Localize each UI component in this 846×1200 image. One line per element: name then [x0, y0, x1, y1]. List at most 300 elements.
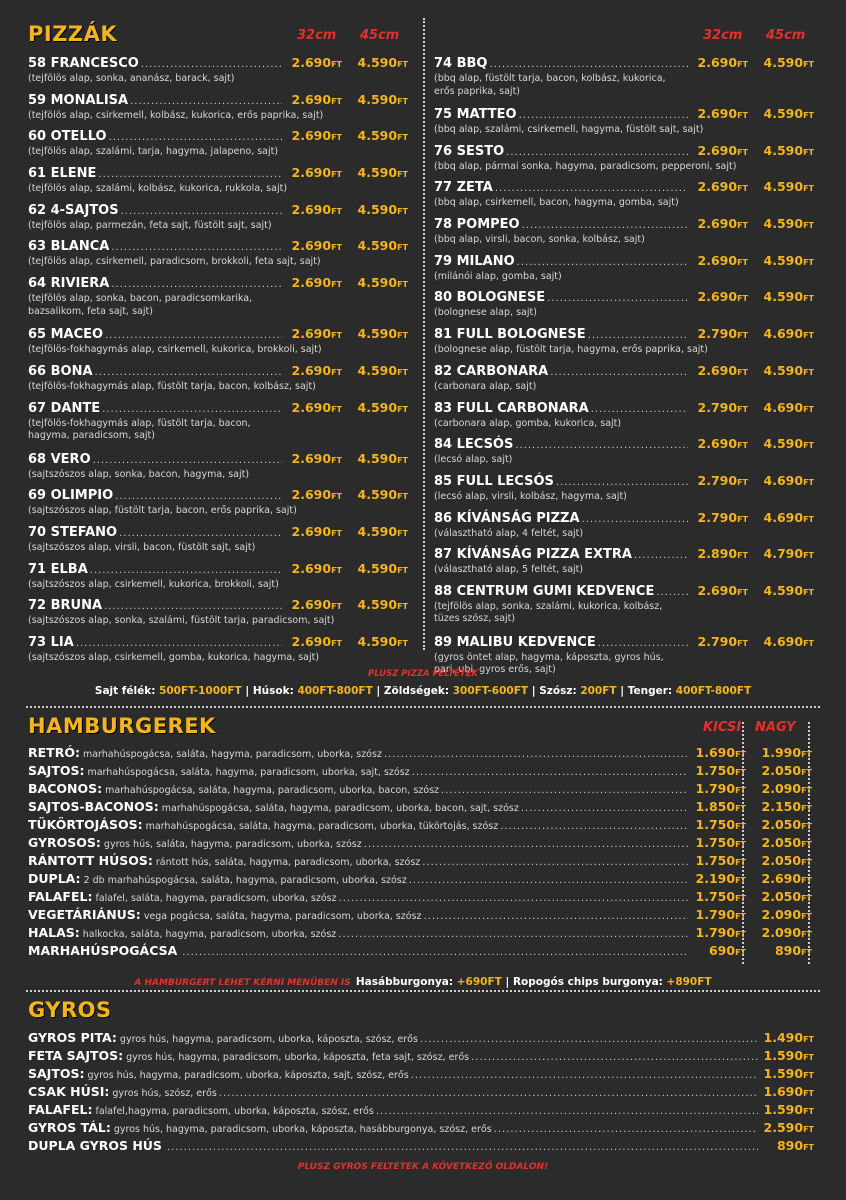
burger-price-large: 1.990FT	[761, 745, 812, 760]
pizza-desc: (tejfölös alap, parmezán, feta sajt, füstölt sajt, sajt)	[28, 219, 272, 231]
burger-name: FALAFEL:	[28, 889, 93, 904]
burger-name: SAJTOS-BACONOS:	[28, 799, 159, 814]
extra-label: Húsok:	[252, 685, 294, 697]
pizza-price-large: 4.590FT	[763, 142, 814, 158]
pizza-price-large: 4.790FT	[763, 546, 814, 562]
pizza-item	[28, 326, 408, 363]
leader-dots	[471, 1052, 758, 1063]
pizza-item	[434, 106, 814, 143]
pizza-price-large: 4.590FT	[357, 450, 408, 466]
pizza-price-small: 2.790FT	[697, 633, 748, 649]
leader-dots	[441, 785, 688, 796]
pizza-name: 83 FULL CARBONARA	[434, 400, 589, 416]
burger-item	[28, 853, 812, 871]
pizza-item	[28, 55, 408, 92]
leader-dots	[506, 147, 688, 158]
burger-price-small: 1.850FT	[695, 799, 746, 814]
leader-dots	[121, 206, 282, 217]
pizza-item	[28, 92, 408, 129]
leader-dots	[93, 455, 282, 466]
pizza-item	[434, 179, 814, 216]
pizza-desc: (milánói alap, gomba, sajt)	[434, 270, 562, 282]
extra-price: 400FT-800FT	[297, 685, 373, 697]
gyros-desc: gyros hús, hagyma, paradicsom, uborka, káposzta, sajt, szósz, erős	[87, 1070, 409, 1081]
pizza-desc: (sajtszószos alap, füstölt tarja, bacon, erős paprika, sajt)	[28, 505, 297, 517]
pizza-desc: (lecsó alap, virsli, kolbász, hagyma, sajt)	[434, 490, 627, 502]
leader-dots	[376, 1106, 758, 1117]
pizza-name: 89 MALIBU KEDVENCE	[434, 634, 596, 650]
pizza-desc: (bbq alap, pármai sonka, hagyma, paradicsom, pepperoni, sajt)	[434, 160, 737, 172]
burger-item	[28, 799, 812, 817]
leader-dots	[109, 132, 282, 143]
separator: |	[616, 685, 628, 697]
pizza-item	[28, 524, 408, 561]
burger-desc: falafel, saláta, hagyma, paradicsom, uborka, szósz	[95, 893, 337, 904]
burger-price-small: 1.750FT	[695, 763, 746, 778]
gyros-name: DUPLA GYROS HÚS	[28, 1138, 162, 1153]
burger-price-small: 1.790FT	[695, 907, 746, 922]
section-divider-1	[26, 706, 820, 708]
pizza-price-small: 2.690FT	[697, 216, 748, 232]
pizza-price-large: 4.690FT	[763, 509, 814, 525]
pizza-desc: (tejfölös alap, szalámi, tarja, hagyma, jalapeno, sajt)	[28, 146, 279, 158]
burger-item	[28, 763, 812, 781]
leader-dots	[90, 565, 282, 576]
pizza-name: 84 LECSÓS	[434, 437, 514, 453]
pizza-name: 75 MATTEO	[434, 107, 517, 122]
burger-price-small: 1.790FT	[695, 781, 746, 796]
pizza-price-small: 2.690FT	[291, 523, 342, 539]
pizza-desc: (választható alap, 5 feltét, sajt)	[434, 564, 584, 576]
side-label: Hasábburgonya:	[355, 976, 454, 988]
burger-name: MARHAHÚSPOGÁCSA	[28, 943, 178, 958]
pizza-price-large: 4.690FT	[763, 326, 814, 342]
pizza-size-large-left: 45cm	[360, 28, 400, 43]
burger-item	[28, 943, 812, 961]
burger-price-small: 1.790FT	[695, 925, 746, 940]
pizza-item	[28, 487, 408, 524]
pizza-price-large: 4.690FT	[763, 472, 814, 488]
burger-name: TÜKÖRTOJÁSOS:	[28, 817, 143, 832]
burger-item	[28, 889, 812, 907]
pizza-price-small: 2.890FT	[697, 546, 748, 562]
pizza-desc: (bbq alap, füstölt tarja, bacon, kolbász, kukorica, erős paprika, sajt)	[434, 73, 666, 97]
pizza-desc: (tejfölös-fokhagymás alap, füstölt tarja, bacon, kolbász, sajt)	[28, 380, 316, 392]
burger-list	[28, 745, 812, 961]
gyros-name: GYROS TÁL:	[28, 1120, 111, 1135]
pizza-price-large: 4.590FT	[357, 201, 408, 217]
gyros-item	[28, 1066, 814, 1084]
pizza-desc: (carbonara alap, gomba, kukorica, sajt)	[434, 417, 622, 429]
burger-price-small: 2.190FT	[695, 871, 746, 886]
burger-price-small: 690FT	[708, 943, 746, 958]
extra-price: 200FT	[580, 685, 617, 697]
leader-dots	[422, 857, 688, 868]
burger-price-small: 1.750FT	[695, 889, 746, 904]
pizza-desc: (tejfölös alap, sonka, bacon, paradicsomkarika, bazsalikom, feta sajt, sajt)	[28, 293, 253, 317]
leader-dots	[339, 893, 688, 904]
pizza-price-large: 4.590FT	[357, 238, 408, 254]
leader-dots	[556, 477, 688, 488]
pizza-item	[434, 216, 814, 253]
burger-price-small: 1.750FT	[695, 835, 746, 850]
burger-desc: marhahúspogácsa, saláta, hagyma, paradicsom, uborka, tükörtojás, szósz	[145, 821, 499, 832]
pizza-name: 62 4-SAJTOS	[28, 202, 119, 218]
burger-price-large: 2.090FT	[761, 925, 812, 940]
pizza-desc: (tejfölös alap, sonka, ananász, barack, sajt)	[28, 73, 235, 84]
gyros-price: 1.590FT	[763, 1066, 814, 1081]
pizza-item	[28, 128, 408, 165]
leader-dots	[409, 875, 688, 886]
leader-dots	[550, 367, 688, 378]
gyros-desc: gyros hús, szósz, erős	[112, 1088, 217, 1099]
pizza-price-large: 4.590FT	[357, 326, 408, 342]
burger-price-large: 2.050FT	[761, 817, 812, 832]
gyros-desc: gyros hús, hagyma, paradicsom, uborka, káposzta, hasábburgonya, szósz, erős	[113, 1124, 492, 1135]
pizza-name: 82 CARBONARA	[434, 363, 549, 379]
leader-dots	[591, 404, 688, 415]
pizza-desc: (sajtszószos alap, sonka, bacon, hagyma, sajt)	[28, 468, 250, 480]
side-label: Ropogós chips burgonya:	[512, 976, 663, 988]
pizza-price-small: 2.690FT	[291, 238, 342, 254]
pizza-price-small: 2.690FT	[697, 106, 748, 121]
side-price: +890FT	[666, 976, 712, 988]
pizza-desc: (lecsó alap, sajt)	[434, 454, 513, 466]
leader-dots	[547, 293, 688, 304]
burger-price-large: 2.090FT	[761, 781, 812, 796]
burger-item	[28, 835, 812, 853]
burger-item	[28, 745, 812, 763]
burger-size-small: KICSI	[703, 720, 742, 735]
leader-dots	[598, 638, 688, 649]
gyros-list	[28, 1030, 814, 1156]
leader-dots	[519, 110, 688, 121]
pizza-name: 73 LIA	[28, 634, 74, 650]
pizza-price-large: 4.590FT	[357, 275, 408, 291]
pizza-desc: (bolognese alap, sajt)	[434, 307, 537, 319]
pizza-item	[434, 583, 814, 634]
pizza-desc: (carbonara alap, sajt)	[434, 380, 537, 392]
pizza-price-large: 4.590FT	[357, 487, 408, 503]
burger-price-small: 1.690FT	[695, 745, 746, 760]
pizza-name: 66 BONA	[28, 363, 93, 379]
leader-dots	[364, 839, 688, 850]
pizza-list-left	[28, 55, 408, 671]
extra-label: Szósz:	[539, 685, 577, 697]
pizza-price-large: 4.590FT	[763, 179, 814, 195]
pizza-price-large: 4.690FT	[763, 399, 814, 415]
burger-desc: halkocka, saláta, hagyma, paradicsom, uborka, szósz	[82, 929, 337, 940]
burger-title: HAMBURGEREK	[28, 714, 216, 738]
pizza-name: 69 OLIMPIO	[28, 488, 114, 504]
pizza-desc: (tejfölös alap, csirkemell, paradicsom, brokkoli, feta sajt, sajt)	[28, 256, 321, 268]
pizza-price-large: 4.590FT	[357, 128, 408, 144]
leader-dots	[141, 59, 282, 70]
pizza-name: 81 FULL BOLOGNESE	[434, 327, 586, 343]
gyros-name: SAJTOS:	[28, 1066, 85, 1081]
gyros-item	[28, 1102, 814, 1120]
burger-name: HALAS:	[28, 925, 80, 940]
leader-dots	[494, 1124, 758, 1135]
leader-dots	[634, 550, 688, 561]
pizza-price-small: 2.790FT	[697, 509, 748, 525]
pizza-desc: (bbq alap, szalámi, csirkemell, hagyma, füstölt sajt, sajt)	[434, 124, 704, 135]
burger-desc: vega pogácsa, saláta, hagyma, paradicsom, uborka, szósz	[143, 911, 422, 922]
extra-label: Zöldségek:	[383, 685, 450, 697]
pizza-price-small: 2.690FT	[291, 91, 342, 107]
pizza-name: 85 FULL LECSÓS	[434, 473, 554, 489]
leader-dots	[522, 220, 688, 231]
gyros-price: 2.590FT	[763, 1120, 814, 1135]
gyros-name: FALAFEL:	[28, 1102, 93, 1117]
pizza-desc: (sajtszószos alap, sonka, szalámi, füstölt tarja, paradicsom, sajt)	[28, 615, 335, 627]
burger-price-small: 1.750FT	[695, 817, 746, 832]
pizza-item	[434, 289, 814, 326]
pizza-item	[28, 400, 408, 451]
pizza-name: 68 VERO	[28, 451, 91, 467]
pizza-price-small: 2.690FT	[697, 179, 748, 195]
leader-dots	[95, 367, 282, 378]
pizza-price-small: 2.690FT	[697, 362, 748, 378]
pizza-price-small: 2.690FT	[697, 289, 748, 305]
pizza-desc: (tejfölös alap, sonka, szalámi, kukorica, kolbász, tüzes szósz, sajt)	[434, 600, 663, 625]
burger-item	[28, 871, 812, 889]
pizza-price-large: 4.590FT	[763, 252, 814, 268]
pizza-item	[434, 55, 814, 106]
leader-dots	[219, 1088, 758, 1099]
burger-price-large: 890FT	[774, 943, 812, 958]
burger-desc: rántott hús, saláta, hagyma, paradicsom, uborka, szósz	[155, 857, 421, 868]
burger-size-large: NAGY	[755, 720, 796, 735]
burger-desc: marhahúspogácsa, saláta, hagyma, paradicsom, uborka, bacon, szósz	[105, 785, 440, 796]
burger-item	[28, 781, 812, 799]
section-divider-2	[26, 990, 820, 992]
gyros-desc: gyros hús, hagyma, paradicsom, uborka, káposzta, szósz, erős	[119, 1034, 418, 1045]
leader-dots	[656, 587, 688, 598]
leader-dots	[495, 183, 688, 194]
pizza-price-small: 2.690FT	[291, 487, 342, 503]
gyros-price: 1.490FT	[763, 1030, 814, 1045]
burger-name: DUPLA:	[28, 871, 81, 886]
gyros-price: 1.590FT	[763, 1048, 814, 1063]
leader-dots	[104, 601, 282, 612]
burger-desc: marhahúspogácsa, saláta, hagyma, paradicsom, uborka, bacon, sajt, szósz	[161, 803, 519, 814]
leader-dots	[490, 59, 689, 70]
gyros-title: GYROS	[28, 998, 112, 1022]
pizza-price-small: 2.690FT	[291, 128, 342, 144]
leader-dots	[119, 528, 282, 539]
pizza-item	[434, 143, 814, 180]
gyros-desc: gyros hús, hagyma, paradicsom, uborka, káposzta, feta sajt, szósz, erős	[126, 1052, 470, 1063]
burger-item	[28, 817, 812, 835]
pizza-price-small: 2.690FT	[291, 55, 342, 70]
burger-name: RETRÓ:	[28, 745, 80, 760]
pizza-price-small: 2.690FT	[291, 560, 342, 576]
burger-name: GYROSOS:	[28, 835, 101, 850]
leader-dots	[517, 257, 688, 268]
extra-label: Tenger:	[627, 685, 673, 697]
pizza-price-large: 4.690FT	[763, 633, 814, 649]
pizza-item	[28, 634, 408, 671]
leader-dots	[105, 330, 282, 341]
burger-menu-note-text: A HAMBURGERT LEHET KÉRNI MENÜBEN IS	[134, 978, 351, 988]
burger-menu-note	[0, 970, 846, 989]
burger-item	[28, 925, 812, 943]
gyros-item	[28, 1030, 814, 1048]
leader-dots	[384, 749, 688, 760]
extra-price: 400FT-800FT	[675, 685, 752, 697]
pizza-name: 58 FRANCESCO	[28, 56, 139, 71]
pizza-price-small: 2.790FT	[697, 472, 748, 488]
pizza-item	[28, 561, 408, 598]
pizza-extras-title: PLUSZ PIZZA FELTÉTEK	[367, 669, 478, 679]
pizza-item	[434, 436, 814, 473]
pizza-name: 76 SESTO	[434, 143, 505, 159]
pizza-name: 60 OTELLO	[28, 129, 107, 145]
leader-dots	[411, 1070, 758, 1081]
separator: |	[501, 976, 513, 988]
gyros-price: 890FT	[776, 1138, 814, 1153]
pizza-desc: (bbq alap, virsli, bacon, sonka, kolbász, sajt)	[434, 234, 645, 246]
pizza-price-small: 2.690FT	[697, 142, 748, 158]
leader-dots	[582, 514, 688, 525]
separator: |	[528, 685, 540, 697]
pizza-name: 78 POMPEO	[434, 217, 520, 233]
pizza-price-large: 4.590FT	[763, 436, 814, 452]
burger-price-large: 2.050FT	[761, 835, 812, 850]
pizza-item	[28, 363, 408, 400]
pizza-price-small: 2.690FT	[697, 252, 748, 268]
leader-dots	[420, 1034, 758, 1045]
pizza-price-large: 4.590FT	[763, 216, 814, 232]
gyros-name: FETA SAJTOS:	[28, 1048, 124, 1063]
pizza-item	[28, 202, 408, 239]
pizza-item	[28, 597, 408, 634]
pizza-name: 59 MONALISA	[28, 92, 129, 108]
burger-price-large: 2.050FT	[761, 889, 812, 904]
extra-label: Sajt félék:	[94, 685, 156, 697]
pizza-price-large: 4.590FT	[763, 582, 814, 598]
separator: |	[372, 685, 384, 697]
burger-price-large: 2.090FT	[761, 907, 812, 922]
pizza-price-small: 2.690FT	[291, 450, 342, 466]
pizza-name: 72 BRUNA	[28, 598, 103, 614]
pizza-name: 77 ZETA	[434, 180, 493, 196]
pizza-price-small: 2.690FT	[291, 399, 342, 415]
gyros-item	[28, 1048, 814, 1066]
burger-desc: 2 db marhahúspogácsa, saláta, hagyma, paradicsom, uborka, szósz	[83, 875, 407, 886]
pizza-item	[28, 451, 408, 488]
pizza-title: PIZZÁK	[28, 22, 118, 46]
gyros-item	[28, 1120, 814, 1138]
pizza-name: 67 DANTE	[28, 400, 101, 416]
pizza-price-small: 2.690FT	[697, 582, 748, 598]
pizza-price-small: 2.690FT	[697, 436, 748, 452]
pizza-price-large: 4.590FT	[357, 633, 408, 649]
gyros-name: CSAK HÚSI:	[28, 1084, 110, 1099]
leader-dots	[76, 638, 282, 649]
extra-price: 500FT-1000FT	[159, 685, 242, 697]
pizza-desc: (sajtszószos alap, virsli, bacon, füstölt sajt, sajt)	[28, 541, 256, 553]
pizza-price-large: 4.590FT	[763, 55, 814, 70]
pizza-price-small: 2.790FT	[697, 326, 748, 342]
pizza-price-small: 2.790FT	[697, 399, 748, 415]
pizza-name: 86 KÍVÁNSÁG PIZZA	[434, 510, 580, 526]
leader-dots	[500, 821, 688, 832]
extra-price: 300FT-600FT	[452, 685, 529, 697]
pizza-price-small: 2.690FT	[697, 55, 748, 70]
burger-desc: marhahúspogácsa, saláta, hagyma, paradicsom, uborka, szósz	[82, 749, 382, 760]
burger-price-large: 2.690FT	[761, 871, 812, 886]
pizza-desc: (tejfölös-fokhagymás alap, csirkemell, kukorica, brokkoli, sajt)	[28, 344, 322, 356]
pizza-item	[28, 165, 408, 202]
pizza-name: 87 KÍVÁNSÁG PIZZA EXTRA	[434, 547, 632, 563]
pizza-item	[434, 546, 814, 583]
pizza-price-large: 4.590FT	[357, 523, 408, 539]
leader-dots	[111, 242, 282, 253]
column-divider	[423, 18, 425, 650]
pizza-price-small: 2.690FT	[291, 597, 342, 613]
gyros-item	[28, 1138, 814, 1156]
pizza-name: 79 MILANO	[434, 253, 515, 269]
pizza-item	[28, 238, 408, 275]
pizza-list-right	[434, 55, 814, 685]
burger-price-small: 1.750FT	[695, 853, 746, 868]
pizza-extras	[0, 685, 846, 697]
pizza-price-small: 2.690FT	[291, 633, 342, 649]
pizza-name: 61 ELENE	[28, 166, 97, 182]
pizza-price-small: 2.690FT	[291, 275, 342, 291]
burger-name: VEGETÁRIÁNUS:	[28, 907, 141, 922]
pizza-item	[434, 473, 814, 510]
gyros-desc: falafel,hagyma, paradicsom, uborka, káposzta, szósz, erős	[95, 1106, 374, 1117]
pizza-price-large: 4.590FT	[357, 362, 408, 378]
pizza-desc: (tejfölös alap, szalámi, kolbász, kukorica, rukkola, sajt)	[28, 183, 288, 195]
pizza-item	[28, 275, 408, 326]
leader-dots	[423, 911, 688, 922]
burger-desc: marhahúspogácsa, saláta, hagyma, paradicsom, uborka, sajt, szósz	[87, 767, 410, 778]
pizza-price-small: 2.690FT	[291, 362, 342, 378]
pizza-size-large-right: 45cm	[766, 28, 806, 43]
burger-name: SAJTOS:	[28, 763, 85, 778]
pizza-price-small: 2.690FT	[291, 201, 342, 217]
burger-desc: gyros hús, saláta, hagyma, paradicsom, uborka, szósz	[103, 839, 362, 850]
pizza-name: 65 MACEO	[28, 327, 104, 343]
burger-sides	[356, 976, 712, 988]
leader-dots	[515, 440, 688, 451]
gyros-price: 1.690FT	[763, 1084, 814, 1099]
pizza-price-large: 4.590FT	[357, 597, 408, 613]
burger-name: BACONOS:	[28, 781, 103, 796]
separator: |	[241, 685, 253, 697]
leader-dots	[588, 330, 688, 341]
gyros-item	[28, 1084, 814, 1102]
pizza-price-large: 4.590FT	[763, 289, 814, 305]
pizza-desc: (sajtszószos alap, csirkemell, kukorica, brokkoli, sajt)	[28, 578, 279, 590]
pizza-item	[434, 253, 814, 290]
pizza-price-large: 4.590FT	[357, 55, 408, 70]
leader-dots	[130, 96, 282, 107]
leader-dots	[338, 929, 688, 940]
gyros-name: GYROS PITA:	[28, 1030, 117, 1045]
pizza-price-large: 4.590FT	[763, 362, 814, 378]
leader-dots	[102, 404, 282, 415]
leader-dots	[115, 491, 282, 502]
leader-dots	[182, 947, 688, 958]
pizza-desc: (bolognese alap, füstölt tarja, hagyma, erős paprika, sajt)	[434, 344, 708, 356]
burger-price-large: 2.150FT	[761, 799, 812, 814]
pizza-name: 88 CENTRUM GUMI KEDVENCE	[434, 583, 655, 599]
